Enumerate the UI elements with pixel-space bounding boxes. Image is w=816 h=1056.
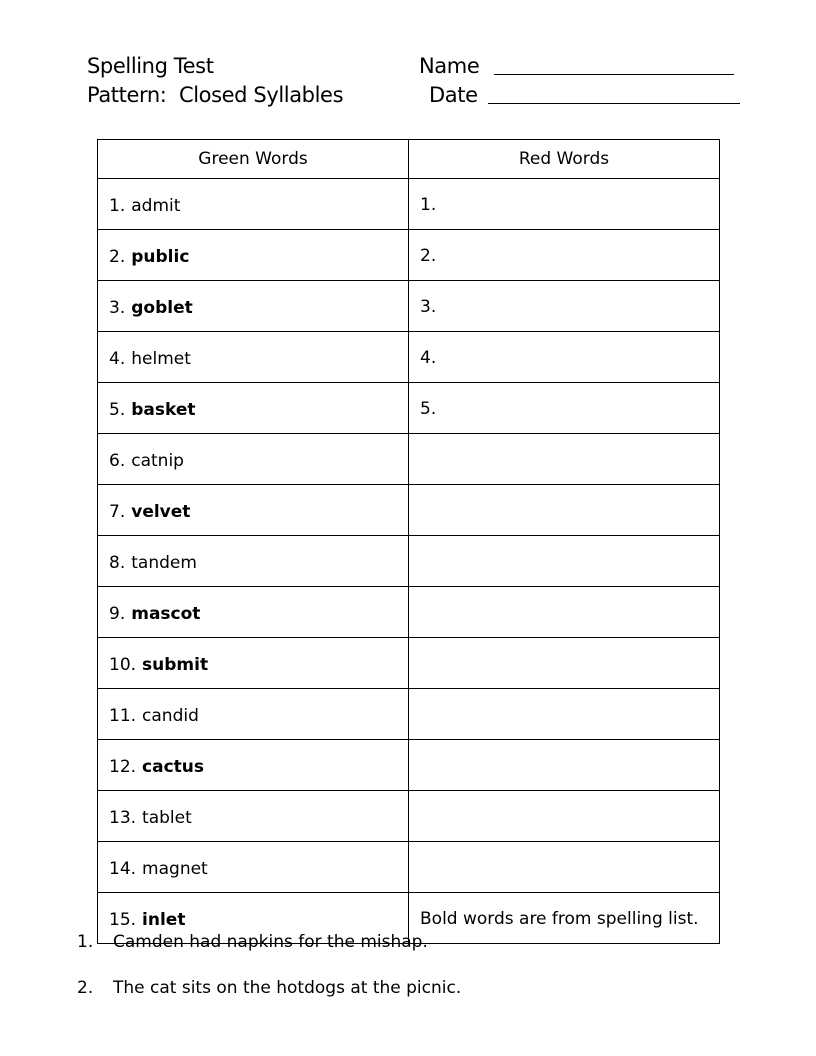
green-word-text: basket bbox=[131, 400, 196, 420]
word-rows bbox=[98, 179, 720, 944]
table-row bbox=[98, 740, 720, 791]
red-word-cell[interactable] bbox=[409, 536, 720, 587]
green-word-cell bbox=[98, 281, 409, 332]
green-word-cell bbox=[98, 485, 409, 536]
green-word-number: 14. bbox=[109, 859, 137, 879]
red-words-header: Red Words bbox=[409, 140, 720, 179]
green-word-cell bbox=[98, 689, 409, 740]
red-word-cell[interactable] bbox=[409, 638, 720, 689]
sentence-text: The cat sits on the hotdogs at the picnic. bbox=[113, 978, 462, 998]
table-row bbox=[98, 281, 720, 332]
red-word-cell[interactable]: 4. bbox=[409, 332, 720, 383]
date-label: Date bbox=[429, 83, 478, 107]
green-word-number: 13. bbox=[109, 808, 137, 828]
green-word-number: 4. bbox=[109, 349, 126, 369]
sentence-number: 1. bbox=[77, 932, 94, 952]
green-word-text: candid bbox=[142, 706, 199, 726]
green-word-cell bbox=[98, 536, 409, 587]
green-word-cell bbox=[98, 842, 409, 893]
table-row bbox=[98, 587, 720, 638]
green-word-text: cactus bbox=[142, 757, 205, 777]
table-row bbox=[98, 383, 720, 434]
green-word-cell bbox=[98, 587, 409, 638]
green-word-number: 9. bbox=[109, 604, 126, 624]
green-word-text: submit bbox=[142, 655, 209, 675]
red-word-cell[interactable]: 1. bbox=[409, 179, 720, 230]
green-word-text: public bbox=[131, 247, 190, 267]
table-row bbox=[98, 179, 720, 230]
red-word-cell[interactable] bbox=[409, 485, 720, 536]
green-word-cell bbox=[98, 332, 409, 383]
table-row bbox=[98, 536, 720, 587]
table-row bbox=[98, 332, 720, 383]
green-word-text: tandem bbox=[131, 553, 197, 573]
red-word-cell[interactable] bbox=[409, 740, 720, 791]
table-row bbox=[98, 842, 720, 893]
green-word-number: 12. bbox=[109, 757, 137, 777]
green-word-cell bbox=[98, 434, 409, 485]
name-label: Name bbox=[419, 54, 480, 78]
table-row bbox=[98, 434, 720, 485]
sentence-text: Camden had napkins for the mishap. bbox=[113, 932, 428, 952]
red-word-cell[interactable] bbox=[409, 434, 720, 485]
green-word-cell bbox=[98, 740, 409, 791]
green-word-number: 8. bbox=[109, 553, 126, 573]
green-word-text: helmet bbox=[131, 349, 191, 369]
red-word-cell[interactable] bbox=[409, 791, 720, 842]
green-word-number: 1. bbox=[109, 196, 126, 216]
green-word-number: 6. bbox=[109, 451, 126, 471]
green-word-number: 3. bbox=[109, 298, 126, 318]
green-word-cell bbox=[98, 230, 409, 281]
table-row bbox=[98, 791, 720, 842]
green-words-header: Green Words bbox=[98, 140, 409, 179]
table-header-row bbox=[98, 140, 720, 179]
red-word-cell[interactable] bbox=[409, 842, 720, 893]
red-word-cell[interactable]: 3. bbox=[409, 281, 720, 332]
green-word-cell bbox=[98, 638, 409, 689]
green-word-text: catnip bbox=[131, 451, 184, 471]
name-line[interactable] bbox=[494, 74, 734, 75]
green-word-text: tablet bbox=[142, 808, 192, 828]
spelling-table bbox=[97, 139, 720, 944]
bold-words-note: Bold words are from spelling list. bbox=[409, 893, 720, 944]
table-row bbox=[98, 638, 720, 689]
sentence-item bbox=[77, 932, 461, 978]
date-line[interactable] bbox=[488, 103, 740, 104]
sentence-number: 2. bbox=[77, 978, 94, 998]
red-word-cell[interactable] bbox=[409, 689, 720, 740]
green-word-text: inlet bbox=[142, 910, 186, 930]
green-word-text: velvet bbox=[131, 502, 191, 522]
sentence-list bbox=[77, 932, 461, 1024]
green-word-cell bbox=[98, 383, 409, 434]
red-word-cell[interactable]: 5. bbox=[409, 383, 720, 434]
test-title: Spelling Test bbox=[87, 54, 214, 78]
green-word-number: 5. bbox=[109, 400, 126, 420]
red-word-cell[interactable] bbox=[409, 587, 720, 638]
sentence-item bbox=[77, 978, 461, 1024]
green-word-number: 11. bbox=[109, 706, 137, 726]
red-word-cell[interactable]: 2. bbox=[409, 230, 720, 281]
green-word-number: 15. bbox=[109, 910, 137, 930]
table-row bbox=[98, 689, 720, 740]
green-word-text: admit bbox=[131, 196, 181, 216]
pattern-label: Pattern: Closed Syllables bbox=[87, 83, 344, 107]
green-word-cell bbox=[98, 179, 409, 230]
table-row bbox=[98, 485, 720, 536]
table-row bbox=[98, 230, 720, 281]
green-word-text: goblet bbox=[131, 298, 193, 318]
green-word-number: 7. bbox=[109, 502, 126, 522]
green-word-cell bbox=[98, 791, 409, 842]
green-word-text: magnet bbox=[142, 859, 208, 879]
green-word-number: 2. bbox=[109, 247, 126, 267]
green-word-text: mascot bbox=[131, 604, 201, 624]
green-word-number: 10. bbox=[109, 655, 137, 675]
